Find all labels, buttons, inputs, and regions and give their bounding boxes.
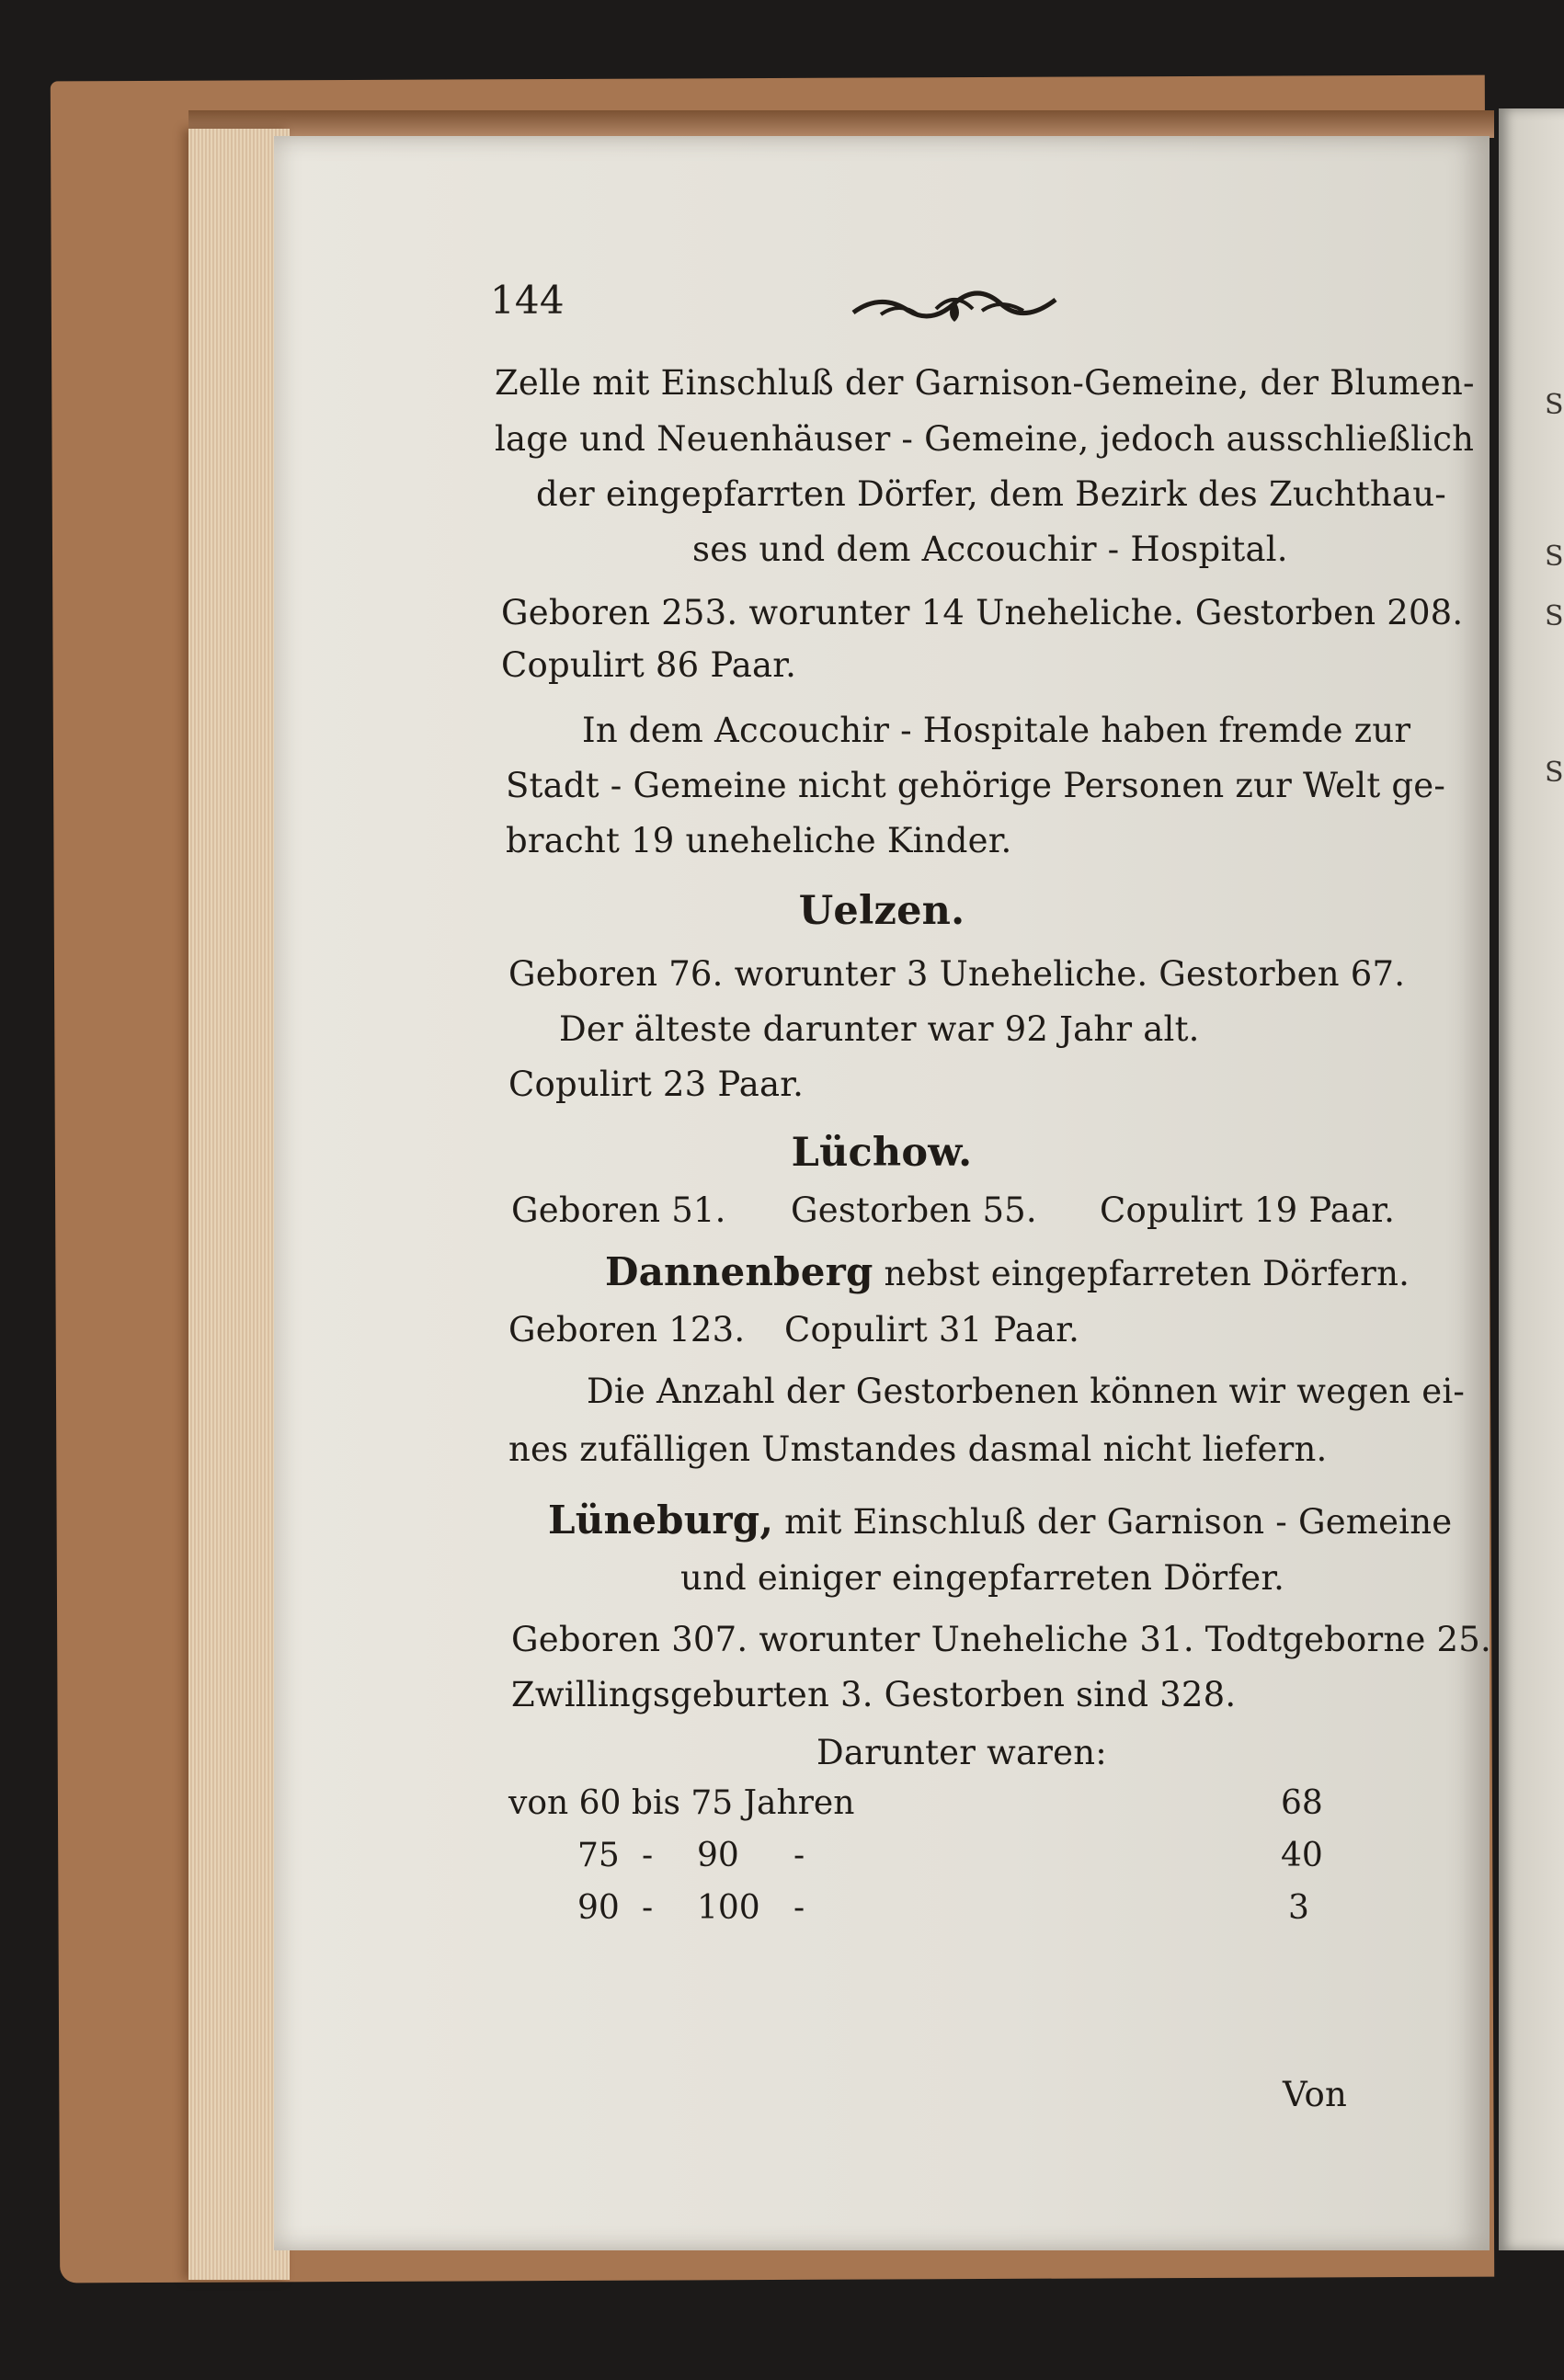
text-line: Geboren 307. worunter Uneheliche 31. Todtgeborne 25. bbox=[511, 1620, 1491, 1659]
text-line: Geboren 123. bbox=[508, 1310, 746, 1349]
text-line: Geboren 76. worunter 3 Uneheliche. Gestorben 67. bbox=[508, 954, 1406, 994]
adjacent-page bbox=[1499, 108, 1564, 2250]
page-number: 144 bbox=[490, 278, 565, 323]
text-line: Die Anzahl der Gestorbenen können wir wegen ei- bbox=[587, 1372, 1466, 1411]
row-from: 75 bbox=[577, 1837, 620, 1874]
book-page bbox=[274, 136, 1490, 2250]
place-name: Dannenberg bbox=[605, 1249, 873, 1294]
text-line: Gestorben 55. bbox=[791, 1190, 1037, 1230]
text-line: ses und dem Accouchir - Hospital. bbox=[692, 530, 1288, 569]
title-rest: nebst eingepfarreten Dörfern. bbox=[884, 1254, 1410, 1293]
ditto-mark: - bbox=[642, 1889, 654, 1927]
row-label: von 60 bis 75 Jahren bbox=[508, 1784, 855, 1822]
margin-fragment: S bbox=[1545, 600, 1564, 632]
ditto-mark: - bbox=[793, 1837, 805, 1874]
row-to: 100 bbox=[697, 1889, 760, 1927]
margin-fragment: S bbox=[1545, 757, 1564, 789]
row-to: 90 bbox=[697, 1837, 739, 1874]
title-rest: mit Einschluß der Garnison - Gemeine bbox=[784, 1502, 1453, 1542]
book-top-edge bbox=[188, 110, 1494, 138]
text-line: nes zufälligen Umstandes dasmal nicht liefern. bbox=[508, 1429, 1328, 1469]
catchword: Von bbox=[1282, 2075, 1347, 2114]
text-line: Geboren 253. worunter 14 Uneheliche. Gestorben 208. bbox=[501, 593, 1464, 632]
text-line: Copulirt 86 Paar. bbox=[501, 645, 797, 685]
row-value: 68 bbox=[1281, 1784, 1323, 1822]
ornament-vignette-icon bbox=[844, 283, 1065, 329]
ditto-mark: - bbox=[793, 1889, 805, 1927]
section-title: Lüchow. bbox=[791, 1130, 973, 1176]
text-line: Der älteste darunter war 92 Jahr alt. bbox=[559, 1009, 1200, 1049]
margin-fragment: S bbox=[1545, 389, 1564, 421]
text-line: Stadt - Gemeine nicht gehörige Personen zur Welt ge- bbox=[506, 766, 1446, 805]
text-line: In dem Accouchir - Hospitale haben fremde zur bbox=[582, 711, 1411, 750]
table-row bbox=[508, 1784, 1410, 1825]
text-line: bracht 19 uneheliche Kinder. bbox=[506, 821, 1012, 860]
text-line: Copulirt 19 Paar. bbox=[1100, 1190, 1396, 1230]
table-row bbox=[508, 1837, 1410, 1877]
text-line: und einiger eingepfarreten Dörfer. bbox=[680, 1558, 1285, 1598]
text-line: der eingepfarrten Dörfer, dem Bezirk des Zuchthau- bbox=[536, 474, 1446, 514]
text-line: Zwillingsgeburten 3. Gestorben sind 328. bbox=[511, 1675, 1237, 1714]
row-value: 3 bbox=[1288, 1889, 1309, 1927]
text-line: lage und Neuenhäuser - Gemeine, jedoch ausschließlich bbox=[495, 419, 1475, 459]
section-title: Uelzen. bbox=[798, 888, 965, 934]
section-title bbox=[605, 1249, 1410, 1294]
text-line: Geboren 51. bbox=[511, 1190, 726, 1230]
section-title bbox=[548, 1497, 1453, 1543]
text-line: Copulirt 23 Paar. bbox=[508, 1065, 805, 1104]
table-row bbox=[508, 1889, 1410, 1930]
text-line: Copulirt 31 Paar. bbox=[784, 1310, 1080, 1349]
place-name: Lüneburg, bbox=[548, 1497, 774, 1543]
margin-fragment: S bbox=[1545, 541, 1564, 573]
row-value: 40 bbox=[1281, 1837, 1323, 1874]
ditto-mark: - bbox=[642, 1837, 654, 1874]
row-from: 90 bbox=[577, 1889, 620, 1927]
text-line: Zelle mit Einschluß der Garnison-Gemeine, der Blumen- bbox=[495, 363, 1475, 403]
table-heading: Darunter waren: bbox=[816, 1733, 1107, 1772]
